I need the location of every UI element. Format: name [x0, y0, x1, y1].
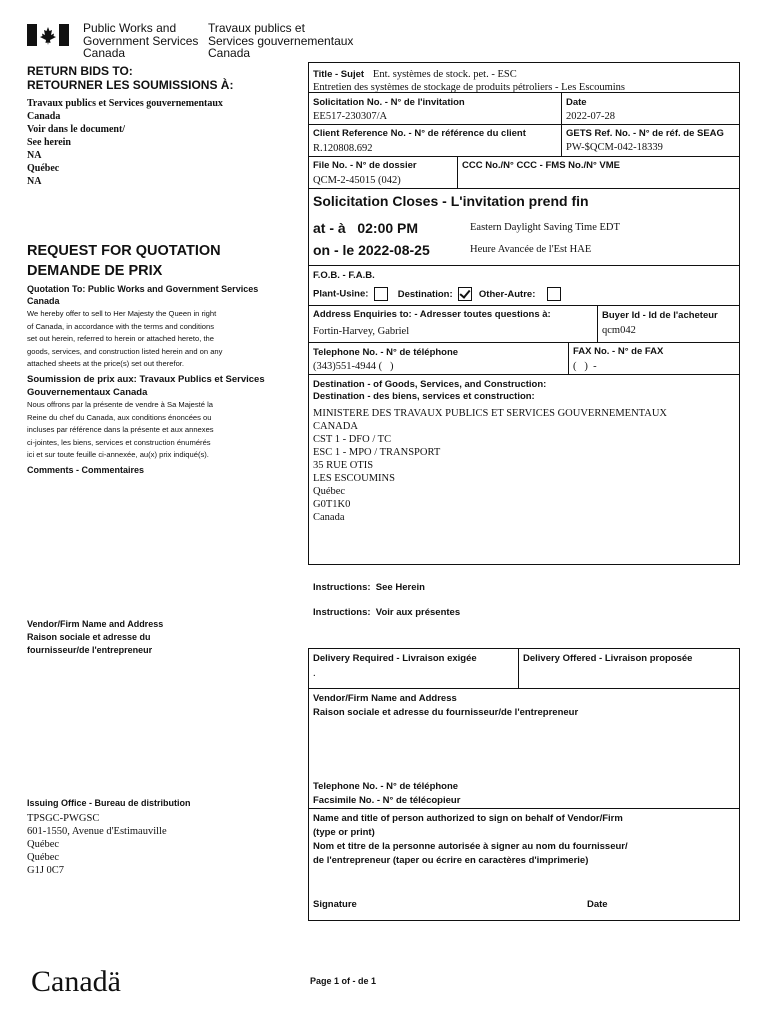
enquiries-value: Fortin-Harvey, Gabriel	[313, 326, 410, 337]
instructions-en: Instructions: See Herein	[313, 582, 425, 593]
phone-value: (343)551-4944 ( )	[313, 361, 394, 372]
title-row	[313, 66, 625, 94]
fob-label: F.O.B. - F.A.B.	[313, 270, 375, 281]
file-value: QCM-2-45015 (042)	[313, 175, 401, 186]
plant-checkbox[interactable]	[374, 287, 388, 301]
buyer-label: Buyer Id - Id de l'acheteur	[602, 310, 718, 321]
destination-checkbox[interactable]	[458, 287, 472, 301]
buyer-value: qcm042	[602, 325, 636, 336]
canada-flag-logo	[27, 24, 69, 46]
enquiries-label: Address Enquiries to: - Adresser toutes questions à:	[313, 309, 551, 320]
issuing-office-label: Issuing Office - Bureau de distribution	[27, 798, 191, 808]
rfq-title: REQUEST FOR QUOTATION DEMANDE DE PRIX	[27, 243, 221, 279]
plant-label: Plant-Usine:	[313, 288, 369, 300]
ccc-label: CCC No./N° CCC - FMS No./N° VME	[462, 160, 621, 171]
fob-row	[313, 287, 561, 301]
delivery-required-label: Delivery Required - Livraison exigée	[313, 653, 477, 664]
date-value: 2022-07-28	[566, 111, 615, 122]
vendor-phone-label: Telephone No. - N° de téléphone Facsimile No. - N° de télécopieur	[313, 781, 461, 806]
comments-label: Comments - Commentaires	[27, 465, 145, 475]
gets-label: GETS Ref. No. - N° de réf. de SEAG	[566, 128, 724, 139]
solicitation-value: EE517-230307/A	[313, 111, 388, 122]
other-label: Other-Autre:	[478, 288, 536, 300]
return-bids-title: RETURN BIDS TO: RETOURNER LES SOUMISSIONS À:	[27, 64, 234, 92]
phone-label: Telephone No. - N° de téléphone	[313, 347, 459, 358]
authorized-person-label: Name and title of person authorized to sign on behalf of Vendor/Firm (type or print) Nom et titre de la personne autorisée à signer au nom du fournisseur/ de l'entrepreneur (taper ou écrire en caractères d'imprimerie)	[313, 813, 628, 866]
destination-address: MINISTERE DES TRAVAUX PUBLICS ET SERVICES GOUVERNEMENTAUX CANADA CST 1 - DFO / TC ESC 1 - MPO / TRANSPORT 35 RUE OTIS LES ESCOUMINS Québec G0T1K0 Canada	[313, 408, 667, 523]
instructions-fr: Instructions: Voir aux présentes	[313, 607, 461, 618]
return-bids-address: Travaux publics et Services gouvernementaux Canada Voir dans le document/ See herein NA Québec NA	[27, 98, 223, 187]
soumission-label: Soumission de prix aux: Travaux Publics et Services Gouvernementaux Canada	[27, 374, 265, 398]
soumission-text: Nous offrons par la présente de vendre à Sa Majesté la Reine du chef du Canada, aux conditions énoncées ou incluses par référence dans la présente et aux annexes ci-jointes, les biens, services et construction énumérés ici et sur toute feuille ci-annexée, au(x) prix indiqué(s).	[27, 400, 214, 459]
signature-label: Signature	[313, 899, 357, 910]
title-label: Title - Sujet	[313, 69, 365, 80]
delivery-offered-label: Delivery Offered - Livraison proposée	[523, 653, 693, 664]
fax-label: FAX No. - N° de FAX	[573, 346, 664, 357]
page-number: Page 1 of - de 1	[310, 976, 377, 986]
title-value-fr: Entretien des systèmes de stockage de produits pétroliers - Les Escoumins	[313, 82, 626, 93]
solicitation-label: Solicitation No. - N° de l'invitation	[313, 97, 465, 108]
vendor-left-label: Vendor/Firm Name and Address Raison sociale et adresse du fournisseur/de l'entrepreneur	[27, 619, 164, 655]
timezone-en: Eastern Daylight Saving Time EDT	[470, 222, 620, 233]
org-name-fr: Travaux publics et Services gouvernementaux Canada	[208, 21, 354, 60]
org-name-en: Public Works and Government Services Canada	[83, 21, 199, 60]
destination-heading: Destination - of Goods, Services, and Construction: Destination - des biens, services et construction:	[313, 379, 547, 402]
signature-date-label: Date	[587, 899, 608, 910]
closes-on: on - le 2022-08-25	[313, 242, 430, 258]
date-label: Date	[566, 97, 587, 108]
quotation-to-label: Quotation To: Public Works and Government Services Canada	[27, 284, 259, 306]
closes-title: Solicitation Closes - L'invitation prend fin	[313, 193, 589, 209]
canada-wordmark: Canadä	[31, 965, 121, 998]
gets-value: PW-$QCM-042-18339	[566, 142, 663, 153]
destination-label: Destination:	[397, 288, 453, 300]
vendor-name-label: Vendor/Firm Name and Address Raison sociale et adresse du fournisseur/de l'entrepreneur	[313, 693, 579, 718]
client-ref-value: R.120808.692	[313, 143, 373, 154]
delivery-required-value: .	[313, 668, 316, 679]
issuing-office-address: TPSGC-PWGSC 601-1550, Avenue d'Estimauville Québec Québec G1J 0C7	[27, 813, 167, 876]
timezone-fr: Heure Avancée de l'Est HAE	[470, 244, 592, 255]
file-label: File No. - N° de dossier	[313, 160, 417, 171]
quotation-to-text: We hereby offer to sell to Her Majesty the Queen in right of Canada, in accordance with the terms and conditions set out herein, referred to herein or attached hereto, the goods, services, and construction listed herein and on any attached sheets at the price(s) set out therefor.	[27, 309, 223, 368]
closes-at: at - à 02:00 PM	[313, 220, 419, 236]
fax-value: ( ) -	[573, 361, 597, 372]
client-ref-label: Client Reference No. - N° de référence du client	[313, 128, 526, 139]
title-value: Ent. systèmes de stock. pet. - ESC	[372, 69, 517, 80]
other-checkbox[interactable]	[547, 287, 561, 301]
